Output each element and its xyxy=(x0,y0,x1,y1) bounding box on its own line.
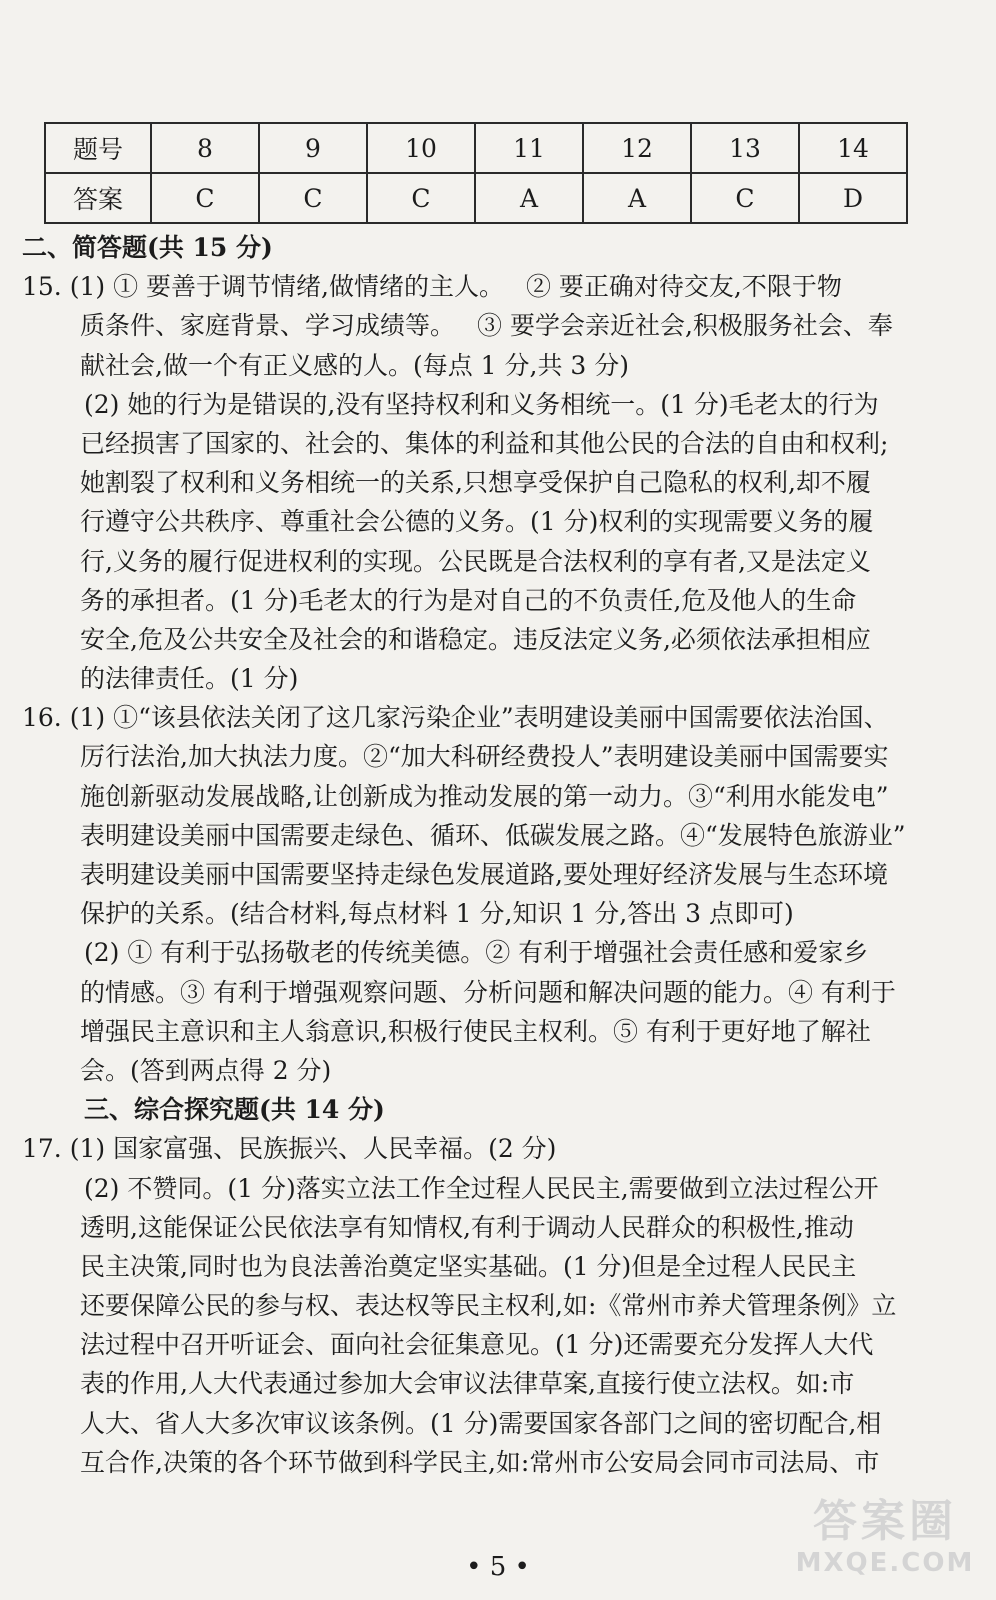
text-line: 她割裂了权利和义务相统一的关系,只想享受保护自己隐私的权利,却不履 xyxy=(80,468,871,498)
text-line: 保护的关系。(结合材料,每点材料 1 分,知识 1 分,答出 3 点即可) xyxy=(80,899,794,929)
text-line xyxy=(22,267,978,306)
text-line: 法过程中召开听证会、面向社会征集意见。(1 分)还需要充分发挥人大代 xyxy=(80,1330,874,1360)
text-line: 人大、省人大多次审议该条例。(1 分)需要国家各部门之间的密切配合,相 xyxy=(80,1408,882,1438)
table-cell-number: 11 xyxy=(475,123,583,173)
text-line: 还要保障公民的参与权、表达权等民主权利,如:《常州市养犬管理条例》立 xyxy=(80,1291,897,1321)
text-line: 增强民主意识和主人翁意识,积极行使民主权利。⑤ 有利于更好地了解社 xyxy=(80,1016,871,1046)
text-segment: 质条件、家庭背景、学习成绩等。 xyxy=(80,311,456,341)
table-cell-answer: A xyxy=(475,173,583,223)
section-heading-comprehensive: 三、综合探究题(共 14 分) xyxy=(84,1095,385,1125)
text-line: 的法律责任。(1 分) xyxy=(80,664,299,694)
table-cell-answer: A xyxy=(583,173,691,223)
text-line: (2) 不赞同。(1 分)落实立法工作全过程人民民主,需要做到立法过程公开 xyxy=(84,1173,879,1203)
watermark-url: MXQE.COM xyxy=(795,1548,975,1578)
text-line: 表的作用,人大代表通过参加大会审议法律草案,直接行使立法权。如:市 xyxy=(80,1369,855,1399)
answer-text xyxy=(22,228,978,1482)
text-line: 表明建设美丽中国需要坚持走绿色发展道路,要处理好经济发展与生态环境 xyxy=(80,860,888,889)
text-line: 透明,这能保证公民依法享有知情权,有利于调动人民群众的积极性,推动 xyxy=(80,1212,854,1242)
table-row-numbers xyxy=(45,123,907,173)
text-line: 会。(答到两点得 2 分) xyxy=(80,1055,332,1085)
text-line: 施创新驱动发展战略,让创新成为推动发展的第一动力。③“利用水能发电” xyxy=(80,781,889,811)
table-cell-number: 13 xyxy=(691,123,799,173)
table-cell-answer: C xyxy=(151,173,259,223)
text-line: (2) 她的行为是错误的,没有坚持权利和义务相统一。(1 分)毛老太的行为 xyxy=(84,389,879,419)
text-line: 行,义务的履行促进权利的实现。公民既是合法权利的享有者,又是法定义 xyxy=(80,546,871,576)
page-number: • 5 • xyxy=(466,1552,530,1582)
table-header-number: 题号 xyxy=(45,123,151,173)
text-line: 的情感。③ 有利于增强观察问题、分析问题和解决问题的能力。④ 有利于 xyxy=(80,977,896,1007)
table-cell-number: 12 xyxy=(583,123,691,173)
table-cell-number: 8 xyxy=(151,123,259,173)
text-line: 安全,危及公共安全及社会的和谐稳定。违反法定义务,必须依法承担相应 xyxy=(80,624,871,654)
text-line: 互合作,决策的各个环节做到科学民主,如:常州市公安局会同市司法局、市 xyxy=(80,1447,880,1477)
text-segment: 15. (1) ① 要善于调节情绪,做情绪的主人。 xyxy=(22,272,504,302)
table-cell-number: 9 xyxy=(259,123,367,173)
text-line: 务的承担者。(1 分)毛老太的行为是对自己的不负责任,危及他人的生命 xyxy=(80,585,857,615)
answer-table xyxy=(44,122,908,224)
table-cell-answer: C xyxy=(367,173,475,223)
text-line: 民主决策,同时也为良法善治奠定坚实基础。(1 分)但是全过程人民民主 xyxy=(80,1251,857,1281)
watermark-text: 答案圈 xyxy=(813,1496,957,1547)
text-segment: ② 要正确对待交友,不限于物 xyxy=(525,272,842,302)
table-header-answer: 答案 xyxy=(45,173,151,223)
text-line: (2) ① 有利于弘扬敬老的传统美德。② 有利于增强社会责任感和爱家乡 xyxy=(84,938,869,968)
text-line: 献社会,做一个有正义感的人。(每点 1 分,共 3 分) xyxy=(80,350,630,380)
text-line: 表明建设美丽中国需要走绿色、循环、低碳发展之路。④“发展特色旅游业” xyxy=(80,820,906,850)
section-heading-short-answer: 二、简答题(共 15 分) xyxy=(22,233,273,262)
text-segment: ③ 要学会亲近社会,积极服务社会、奉 xyxy=(477,311,893,341)
table-cell-answer: C xyxy=(259,173,367,223)
text-line xyxy=(22,306,978,345)
table-cell-number: 14 xyxy=(799,123,907,173)
text-line: 行遵守公共秩序、尊重社会公德的义务。(1 分)权利的实现需要义务的履 xyxy=(80,507,874,537)
table-row-answers xyxy=(45,173,907,223)
text-line: 厉行法治,加大执法力度。②“加大科研经费投人”表明建设美丽中国需要实 xyxy=(80,742,889,772)
text-line: 已经损害了国家的、社会的、集体的利益和其他公民的合法的自由和权利; xyxy=(80,428,889,458)
table-cell-answer: D xyxy=(799,173,907,223)
table-cell-number: 10 xyxy=(367,123,475,173)
table-cell-answer: C xyxy=(691,173,799,223)
text-line: 16. (1) ①“该县依法关闭了这几家污染企业”表明建设美丽中国需要依法治国、 xyxy=(22,703,889,733)
text-line: 17. (1) 国家富强、民族振兴、人民幸福。(2 分) xyxy=(22,1134,557,1164)
